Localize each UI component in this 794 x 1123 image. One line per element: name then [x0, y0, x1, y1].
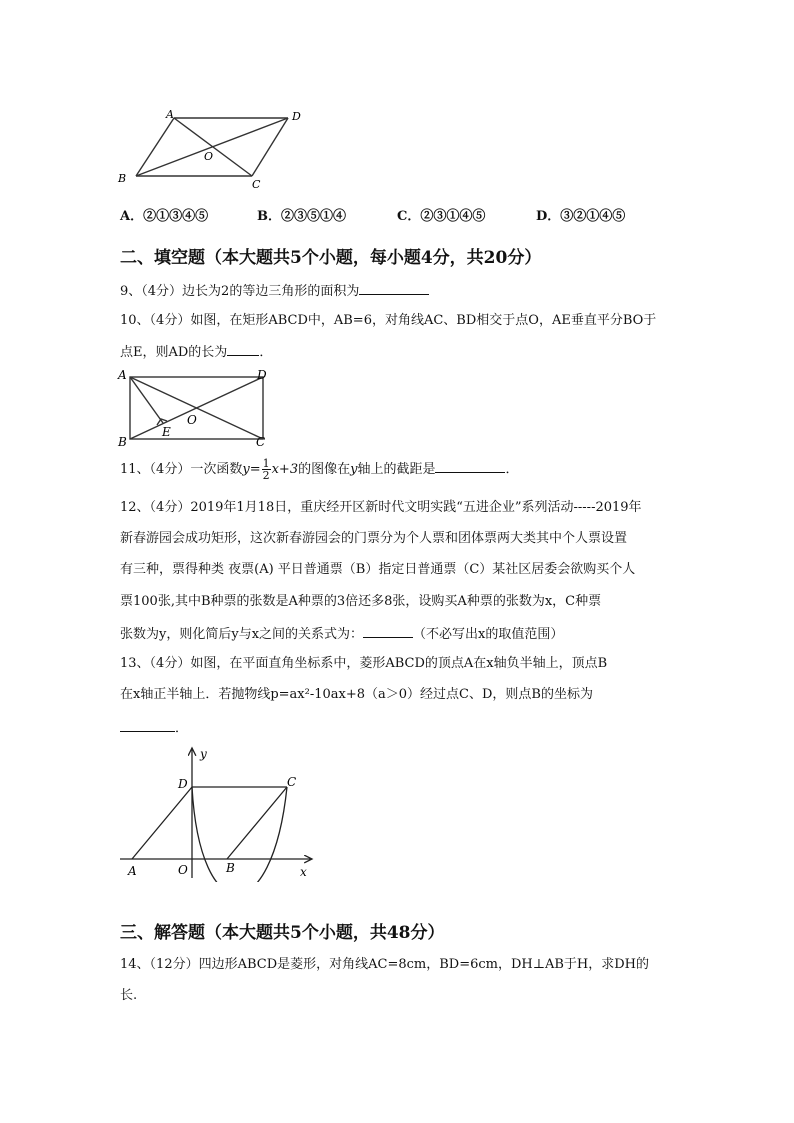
q11-equals: = — [249, 462, 261, 477]
label-x: x — [300, 865, 307, 879]
q11-frac-num: 1 — [262, 457, 270, 470]
segment-ad — [132, 787, 192, 859]
coordinate-figure — [116, 742, 320, 882]
q11-y: y — [242, 462, 250, 477]
parallelogram-figure — [112, 104, 322, 190]
choice-a[interactable]: A．②①③④⑤ — [120, 209, 209, 224]
q10-line2 — [120, 342, 272, 362]
q13-line3 — [120, 718, 188, 738]
q13-line1: 13、（4分）如图，在平面直角坐标系中，菱形ABCD的顶点A在x轴负半轴上，顶点B — [120, 656, 608, 671]
label-o: O — [204, 150, 214, 163]
q11-answer-blank[interactable] — [435, 459, 505, 473]
q9 — [120, 281, 429, 301]
q12-line4: 票100张,其中B种票的张数是A种票的3倍还多8张，设购买A种票的张数为x，C种票 — [120, 594, 602, 609]
label-a: A — [128, 864, 137, 878]
q11-frac-den: 2 — [262, 469, 270, 482]
q11-axis: y — [350, 462, 358, 477]
q12-line5-end: （不必写出x的取值范围） — [413, 627, 564, 642]
label-a: A — [166, 108, 174, 121]
q14-line1: 14、（12分）四边形ABCD是菱形，对角线AC=8cm，BD=6cm，DH⊥AB于H，求DH的 — [120, 957, 650, 972]
q12-line5-text: 张数为y，则化简后y与x之间的关系式为： — [120, 627, 364, 642]
q12-line5 — [120, 624, 563, 644]
label-d: D — [292, 110, 301, 123]
segment-bc — [227, 787, 287, 859]
label-d: D — [257, 368, 267, 382]
choice-d[interactable]: D．③②①④⑤ — [536, 209, 626, 224]
label-c: C — [252, 178, 261, 190]
q13-line3-end: ． — [175, 721, 189, 736]
q11-prefix: 11、（4分）一次函数 — [120, 462, 243, 477]
segment-ae — [130, 377, 163, 423]
q11-middle: 的图像在 — [298, 462, 351, 477]
q11-rest: x+3 — [271, 462, 299, 477]
q12-line1: 12、（4分）2019年1月18日，重庆经开区新时代文明实践“五进企业”系列活动-----2019年 — [120, 500, 642, 515]
choice-c[interactable]: C．②③①④⑤ — [397, 209, 486, 224]
q8-choices — [120, 205, 625, 224]
q9-answer-blank[interactable] — [359, 281, 429, 295]
side-dc — [252, 118, 288, 176]
diagonal-bd — [136, 118, 288, 176]
q13-line2: 在x轴正半轴上．若抛物线p=ax²-10ax+8（a＞0）经过点C、D，则点B的坐标为 — [120, 687, 593, 702]
q12-line2: 新春游园会成功矩形，这次新春游园会的门票分为个人票和团体票两大类其中个人票设置 — [120, 531, 628, 546]
label-b: B — [226, 861, 235, 875]
label-a: A — [118, 368, 127, 382]
q12-answer-blank[interactable] — [363, 624, 413, 638]
section3-heading: 三、解答题（本大题共5个小题，共48分） — [120, 923, 445, 943]
section2-heading: 二、填空题（本大题共5个小题，每小题4分，共20分） — [120, 248, 542, 268]
q11-end: ． — [505, 462, 519, 477]
label-e: E — [162, 425, 171, 439]
q11-suffix: 轴上的截距是 — [357, 462, 436, 477]
q10-answer-blank[interactable] — [227, 342, 259, 356]
parabola — [192, 787, 287, 882]
label-o: O — [178, 863, 188, 877]
q14-line2: 长. — [120, 988, 138, 1003]
q12-line3: 有三种，票得种类 夜票(A) 平日普通票（B）指定日普通票（C）某社区居委会欲购买个人 — [120, 562, 636, 577]
label-d: D — [178, 777, 188, 791]
side-ab — [136, 118, 174, 176]
q10-line2-end: ． — [259, 345, 273, 360]
label-c: C — [287, 775, 297, 789]
label-b: B — [118, 435, 127, 449]
label-y: y — [200, 747, 207, 761]
q11 — [120, 457, 519, 483]
choice-b[interactable]: B．②③⑤①④ — [257, 209, 346, 224]
rectangle-figure — [112, 364, 282, 450]
q10-line2-text: 点E，则AD的长为 — [120, 345, 228, 360]
q9-text: 9、（4分）边长为2的等边三角形的面积为 — [120, 284, 360, 299]
label-o: O — [187, 413, 197, 427]
q13-answer-blank[interactable] — [120, 718, 175, 732]
q10-line1: 10、（4分）如图，在矩形ABCD中，AB=6，对角线AC、BD相交于点O，AE垂直平分BO于 — [120, 313, 657, 328]
q11-fraction — [262, 458, 271, 481]
label-b: B — [118, 172, 127, 185]
label-c: C — [256, 435, 266, 449]
